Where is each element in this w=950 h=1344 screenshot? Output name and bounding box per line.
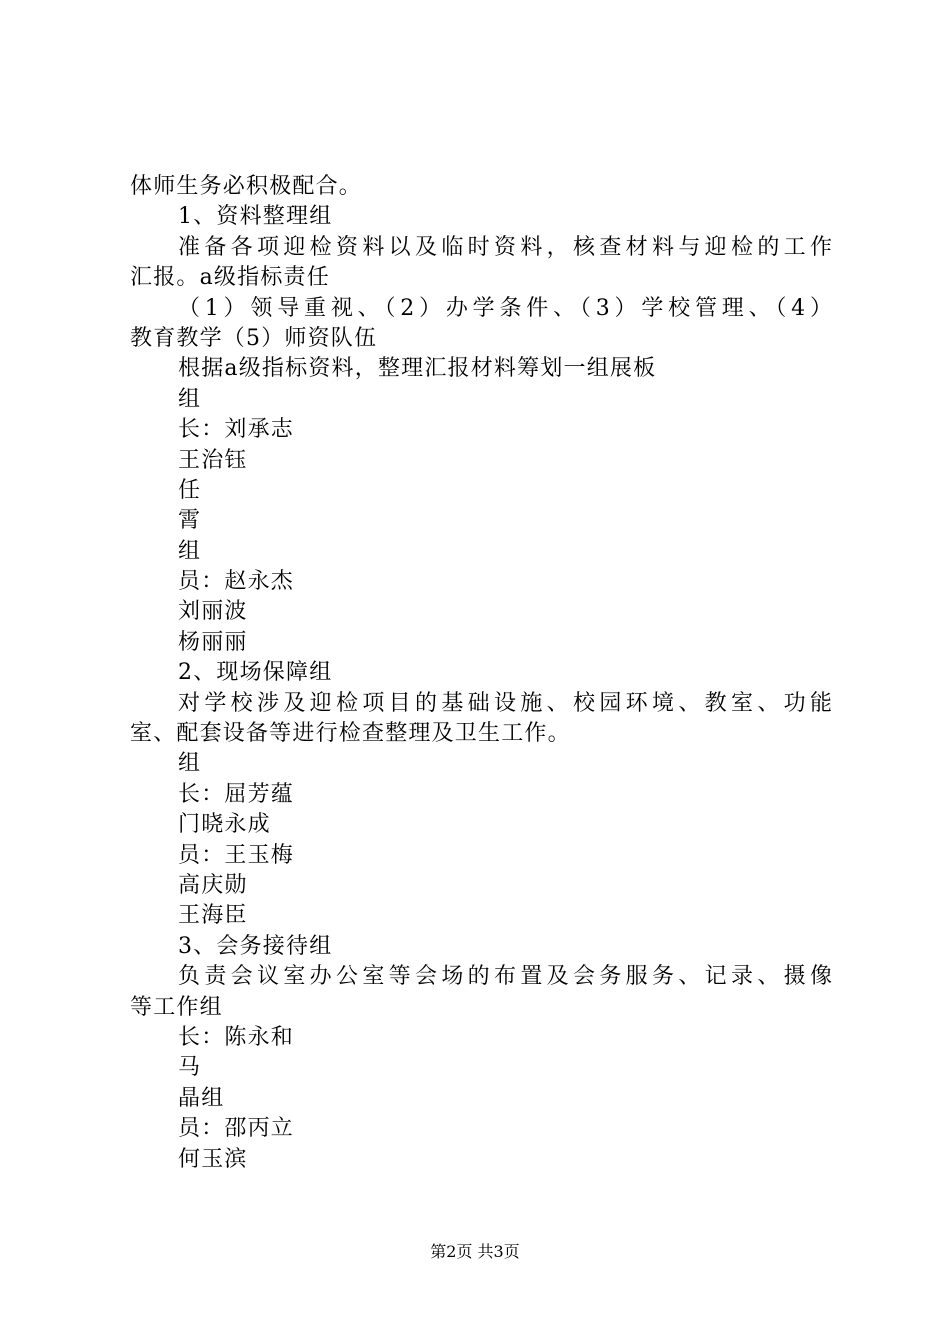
- text-line: 对学校涉及迎检项目的基础设施、校园环境、教室、功能: [178, 690, 832, 716]
- text-line: 组: [178, 538, 202, 564]
- text-line: 门晓永成: [178, 812, 271, 838]
- text-line: 根据a级指标资料，整理汇报材料筹划一组展板: [178, 356, 657, 382]
- text-line: 组: [178, 386, 202, 412]
- section-heading-site-support: 2、现场保障组: [178, 660, 333, 686]
- section-heading-reception: 3、会务接待组: [178, 933, 333, 959]
- text-line: （1）领导重视、（2）办学条件、（3）学校管理、（4）: [178, 295, 832, 321]
- text-line: 员：赵永杰: [178, 569, 295, 595]
- text-line: 晶组: [178, 1085, 225, 1111]
- text-line: 等工作组: [130, 994, 223, 1020]
- text-line: 长：刘承志: [178, 417, 295, 443]
- text-line: 室、配套设备等进行检查整理及卫生工作。: [130, 721, 571, 747]
- text-line: 长：陈永和: [178, 1024, 295, 1050]
- text-line: 汇报。a级指标责任: [130, 265, 330, 291]
- text-line: 体师生务必积极配合。: [130, 174, 363, 199]
- text-line: 负责会议室办公室等会场的布置及会务服务、记录、摄像: [178, 964, 832, 990]
- text-line: 霄: [178, 508, 202, 534]
- text-line: 何玉滨: [178, 1146, 248, 1172]
- text-line: 高庆勋: [178, 872, 248, 898]
- text-line: 员：王玉梅: [178, 842, 295, 868]
- text-line: 杨丽丽: [178, 629, 248, 655]
- text-line: 刘丽波: [178, 599, 248, 625]
- document-body: [130, 172, 832, 1175]
- text-line: 教育教学（5）师资队伍: [130, 325, 378, 351]
- section-heading-materials: 1、资料整理组: [178, 204, 333, 230]
- text-line: 员：邵丙立: [178, 1116, 295, 1142]
- text-line: 王治钰: [178, 447, 248, 473]
- text-line: 长：屈芳蕴: [178, 781, 295, 807]
- text-line: 组: [178, 751, 202, 777]
- text-line: 马: [178, 1055, 202, 1081]
- text-line: 王海臣: [178, 903, 248, 929]
- text-line: 准备各项迎检资料以及临时资料，核查材料与迎检的工作: [178, 234, 832, 260]
- text-line: 任: [178, 477, 202, 503]
- page-number-footer: 第2页 共3页: [430, 1242, 520, 1261]
